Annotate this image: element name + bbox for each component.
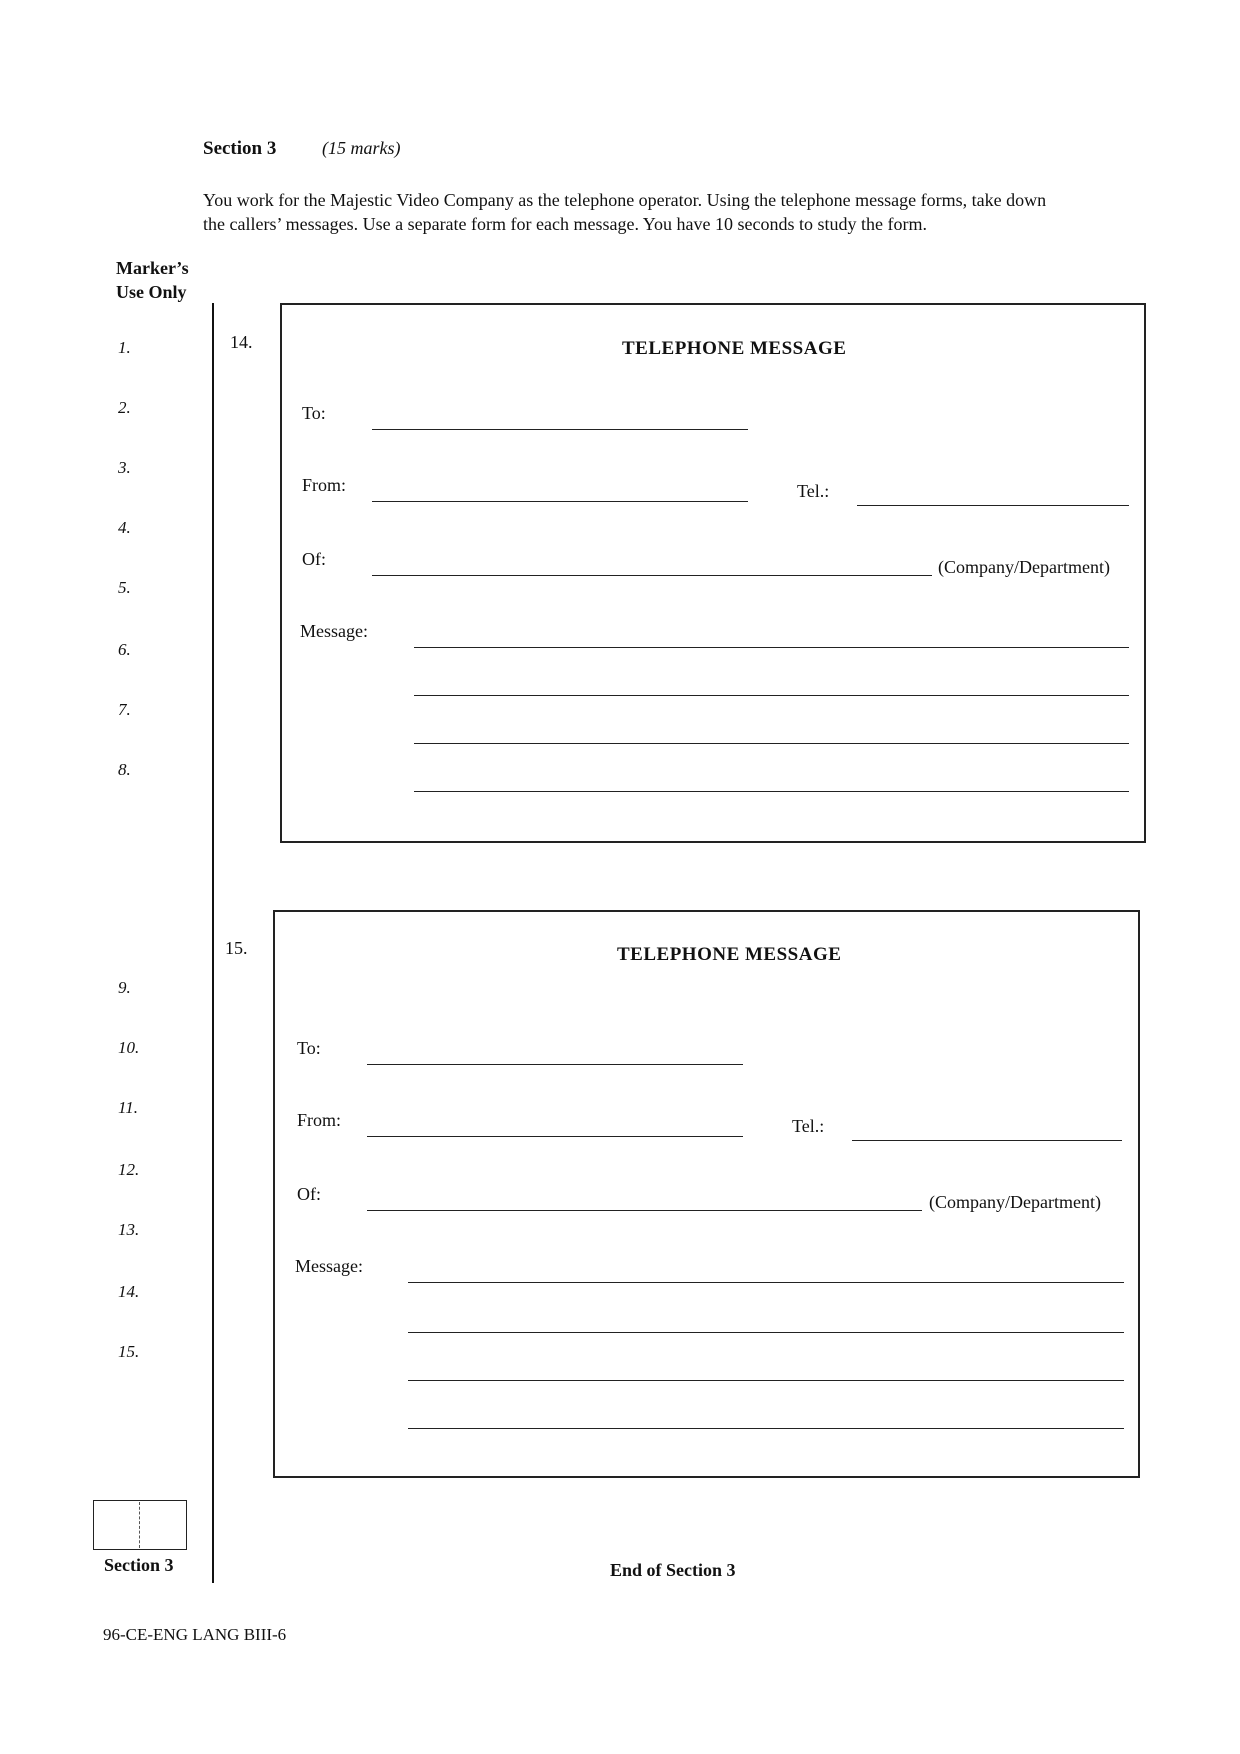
message-line-3[interactable] xyxy=(414,743,1129,744)
marker-number-13: 13. xyxy=(118,1220,140,1239)
marker-number-15: 15. xyxy=(118,1342,140,1361)
tel-label: Tel.: xyxy=(797,481,830,501)
to-label: To: xyxy=(297,1038,321,1058)
tel-field[interactable] xyxy=(857,505,1129,506)
to-label: To: xyxy=(302,403,326,423)
message-line-3[interactable] xyxy=(408,1380,1124,1381)
marker-number-3: 3. xyxy=(118,458,131,477)
of-field[interactable] xyxy=(367,1210,922,1211)
from-label: From: xyxy=(302,475,347,495)
marker-number-2: 2. xyxy=(118,398,131,417)
message-line-4[interactable] xyxy=(414,791,1129,792)
marker-heading-line-2: Use Only xyxy=(116,282,187,302)
marker-number-10: 10. xyxy=(118,1038,140,1057)
message-line-4[interactable] xyxy=(408,1428,1124,1429)
to-field[interactable] xyxy=(367,1064,743,1065)
message-line-2[interactable] xyxy=(414,695,1129,696)
of-field[interactable] xyxy=(372,575,932,576)
to-field[interactable] xyxy=(372,429,748,430)
section-heading: Section 3 xyxy=(203,138,277,159)
of-label: Of: xyxy=(297,1184,321,1204)
score-box-divider xyxy=(139,1502,140,1548)
section-score-label: Section 3 xyxy=(104,1555,174,1575)
message-label: Message: xyxy=(295,1256,363,1276)
message-line-1[interactable] xyxy=(408,1282,1124,1283)
marker-number-8: 8. xyxy=(118,760,131,779)
question-number-14: 14. xyxy=(230,332,253,352)
marker-number-7: 7. xyxy=(118,700,131,719)
marker-number-14: 14. xyxy=(118,1282,140,1301)
tel-label: Tel.: xyxy=(792,1116,825,1136)
of-label: Of: xyxy=(302,549,326,569)
form-title: TELEPHONE MESSAGE xyxy=(617,944,842,965)
marker-number-9: 9. xyxy=(118,978,131,997)
from-field[interactable] xyxy=(367,1136,743,1137)
form-title: TELEPHONE MESSAGE xyxy=(622,338,847,359)
marker-number-1: 1. xyxy=(118,338,131,357)
marker-number-11: 11. xyxy=(118,1098,138,1117)
company-department-label: (Company/Department) xyxy=(929,1192,1101,1212)
section-marks: (15 marks) xyxy=(322,138,401,158)
tel-field[interactable] xyxy=(852,1140,1122,1141)
message-line-1[interactable] xyxy=(414,647,1129,648)
from-field[interactable] xyxy=(372,501,748,502)
marker-number-4: 4. xyxy=(118,518,131,537)
marker-heading-line-1: Marker’s xyxy=(116,258,189,278)
message-line-2[interactable] xyxy=(408,1332,1124,1333)
from-label: From: xyxy=(297,1110,342,1130)
question-number-15: 15. xyxy=(225,938,248,958)
instructions-line-2: the callers’ messages. Use a separate form for each message. You have 10 seconds to study the form. xyxy=(203,214,927,234)
marker-number-5: 5. xyxy=(118,578,131,597)
message-label: Message: xyxy=(300,621,368,641)
section-score-box[interactable] xyxy=(93,1500,187,1550)
telephone-message-form-14 xyxy=(280,303,1146,843)
end-of-section-label: End of Section 3 xyxy=(610,1560,736,1580)
telephone-message-form-15 xyxy=(273,910,1140,1478)
paper-code: 96-CE-ENG LANG BIII-6 xyxy=(103,1625,287,1644)
company-department-label: (Company/Department) xyxy=(938,557,1110,577)
instructions-line-1: You work for the Majestic Video Company as the telephone operator. Using the telephone message forms, take down xyxy=(203,190,1047,210)
margin-divider-line xyxy=(212,303,214,1583)
marker-number-6: 6. xyxy=(118,640,131,659)
marker-number-12: 12. xyxy=(118,1160,140,1179)
